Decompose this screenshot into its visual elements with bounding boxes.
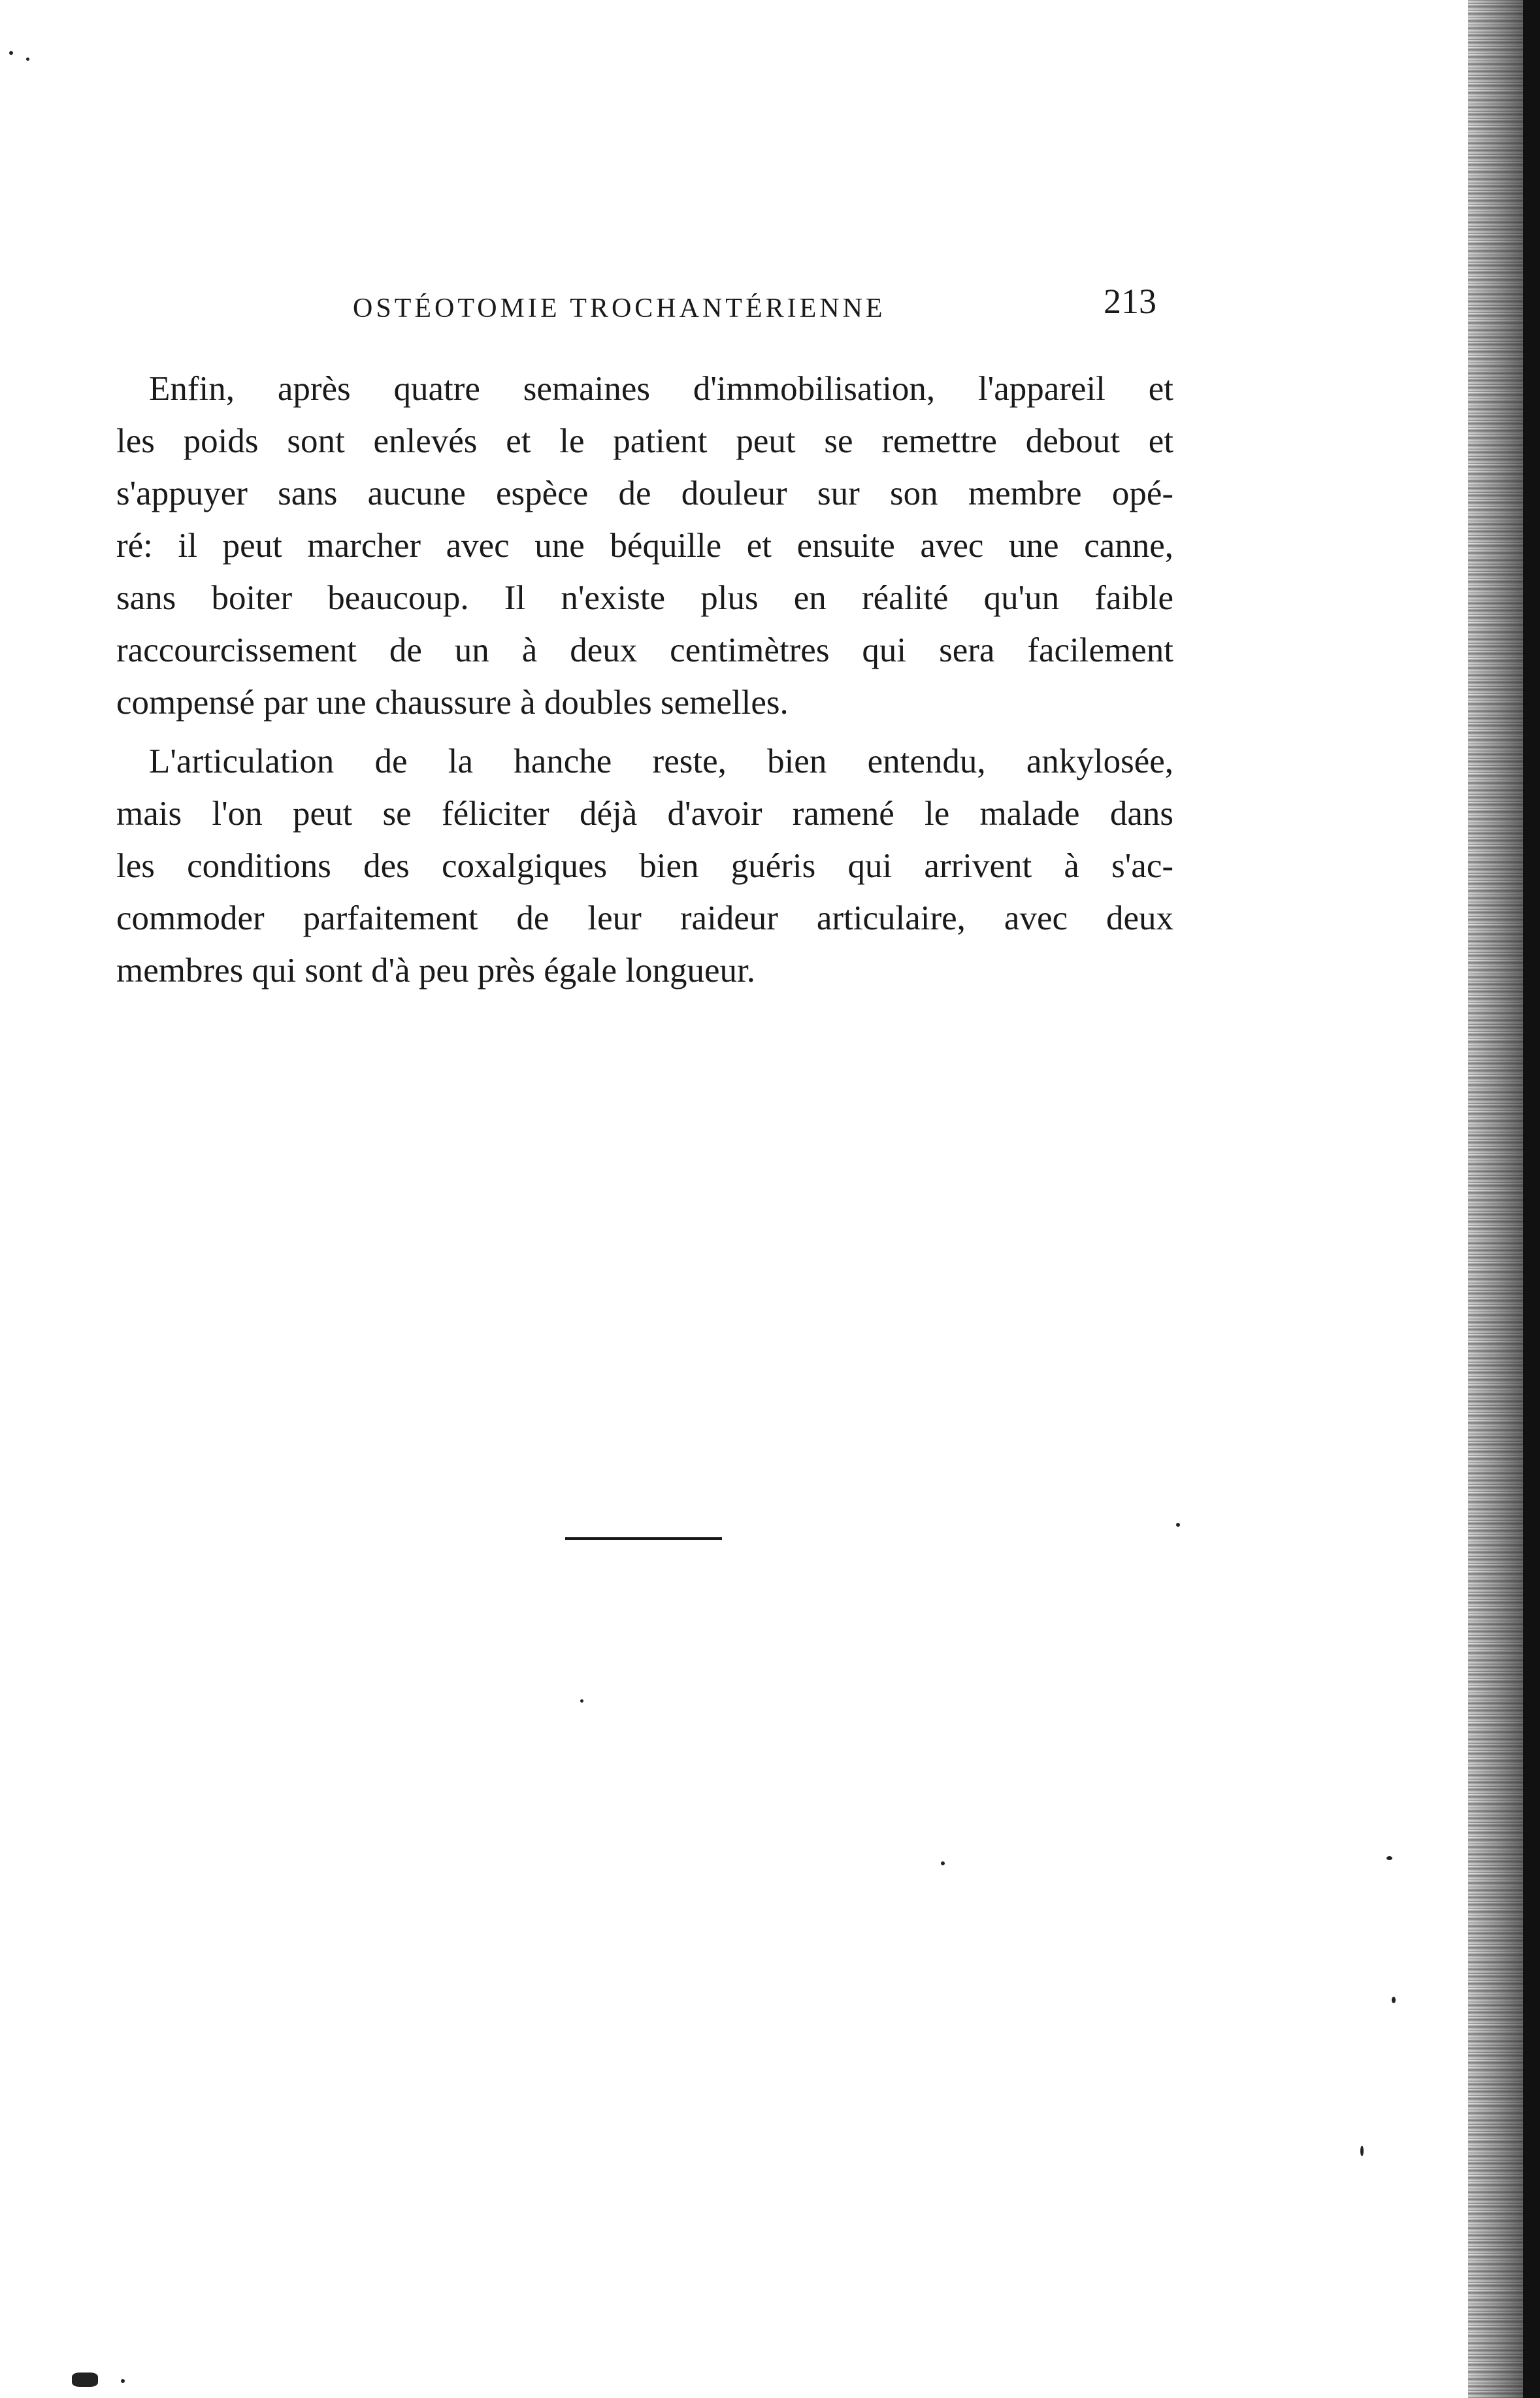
paragraph-gap bbox=[116, 729, 1173, 735]
scan-speck bbox=[72, 2373, 98, 2387]
scan-speck bbox=[941, 1861, 945, 1865]
section-separator-rule bbox=[565, 1537, 722, 1540]
paragraph-1-line: compensé par une chaussure à doubles semelles. bbox=[116, 684, 789, 722]
scan-edge-shadow bbox=[1523, 0, 1540, 2398]
scan-speck bbox=[580, 1699, 583, 1703]
paragraph-2-line: L'articulation de la hanche reste, bien entendu, ankylosée, bbox=[149, 742, 1173, 780]
paragraph-2-line: membres qui sont d'à peu près égale longueur. bbox=[116, 952, 756, 990]
paragraph-1-line: les poids sont enlevés et le patient peut se remettre debout et bbox=[116, 422, 1173, 460]
scan-speck bbox=[1176, 1523, 1180, 1527]
paragraph-1-line: s'appuyer sans aucune espèce de douleur sur son membre opé- bbox=[116, 475, 1173, 512]
paragraph-1-line: ré: il peut marcher avec une béquille et ensuite avec une canne, bbox=[116, 527, 1173, 565]
paragraph-2-line: les conditions des coxalgiques bien guéris qui arrivent à s'ac- bbox=[116, 847, 1173, 885]
scan-speck bbox=[26, 58, 29, 61]
body-text bbox=[116, 363, 1173, 997]
paragraph-1-line: raccourcissement de un à deux centimètres qui sera facilement bbox=[116, 631, 1173, 669]
scan-speck bbox=[1360, 2146, 1364, 2156]
paragraph-1-line: sans boiter beaucoup. Il n'existe plus en réalité qu'un faible bbox=[116, 579, 1173, 617]
running-head bbox=[353, 281, 1156, 333]
page-number: 213 bbox=[1104, 282, 1156, 321]
paragraph-2-line: commoder parfaitement de leur raideur articulaire, avec deux bbox=[116, 899, 1173, 937]
paragraph-1-line: Enfin, après quatre semaines d'immobilisation, l'appareil et bbox=[149, 370, 1173, 408]
scan-speck bbox=[121, 2379, 125, 2383]
scan-speck bbox=[1392, 1997, 1396, 2003]
running-title: OSTÉOTOMIE TROCHANTÉRIENNE bbox=[353, 293, 886, 324]
paragraph-2-line: mais l'on peut se féliciter déjà d'avoir ramené le malade dans bbox=[116, 795, 1173, 833]
scan-speck bbox=[9, 51, 13, 55]
scan-speck bbox=[1386, 1856, 1392, 1860]
